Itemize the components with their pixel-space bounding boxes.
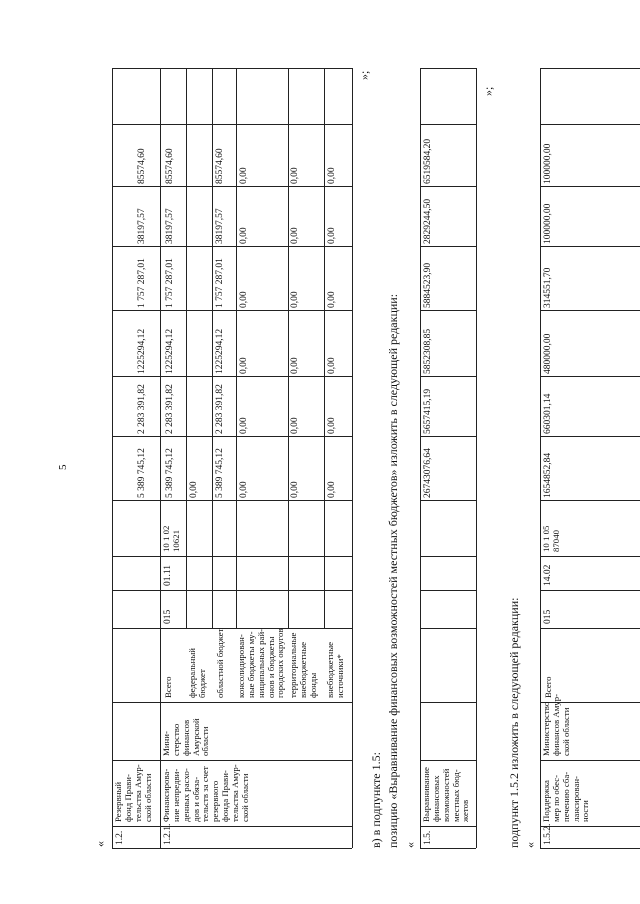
row-1-2-y2: 1225294,12 [137, 328, 147, 374]
sub-total-y2: 1225294,12 [165, 328, 175, 374]
sub-extrabudget-y4: 0,00 [327, 227, 337, 244]
row-1-5-2-total: 1654852,84 [543, 452, 553, 498]
quote-close-mark: »; [357, 70, 371, 80]
sub-total-y1: 2 283 391,82 [165, 384, 175, 434]
row-1-5-y1: 5657415,19 [423, 388, 433, 434]
quote-open-mark: « [523, 842, 537, 848]
text-item-v: в) в подпункте 1.5: [369, 752, 383, 848]
row-1-5-2-y2: 480000,00 [543, 333, 553, 374]
row-1-5-2-grbs: 015 [543, 609, 553, 624]
sub-territorial-y4: 0,00 [290, 227, 300, 244]
sub-municipal-source: консолидирован- ные бюджеты му- ниципальных рай- онов и бюджеты городских округов [236, 628, 286, 698]
row-1-5-y3: 5884523,90 [423, 262, 433, 308]
row-1-5-2-source: Всего [543, 676, 553, 698]
sub-total-total: 5 389 745,12 [165, 448, 175, 498]
sub-municipal-y5: 0,00 [239, 167, 249, 184]
sub-extrabudget-y3: 0,00 [327, 291, 337, 308]
sub-federal-total: 0,00 [189, 481, 199, 498]
sub-total-grbs: 015 [163, 609, 173, 624]
sub-extrabudget-y1: 0,00 [327, 417, 337, 434]
sub-regional-y5: 85574,60 [215, 148, 225, 184]
row-1-5-y4: 2829244,50 [423, 198, 433, 244]
sub-federal-source: федеральный бюджет [187, 648, 207, 698]
sub-extrabudget-y2: 0,00 [327, 357, 337, 374]
row-1-5-2-csr: 10 1 05 87040 [541, 525, 561, 552]
row-1-5-2-name: Поддержка мер по обес- печению сба- лансирован- ности [541, 771, 591, 822]
sub-extrabudget-total: 0,00 [327, 481, 337, 498]
sub-territorial-y2: 0,00 [290, 357, 300, 374]
row-1-5-2-executor: Министерство финансов Амур- ской области [541, 693, 571, 756]
quote-close-mark: »; [481, 86, 495, 96]
row-1-5-2-num: 1.5.2. [543, 823, 553, 845]
sub-municipal-y1: 0,00 [239, 417, 249, 434]
row-1-2-num: 1.2. [115, 830, 125, 845]
sub-extrabudget-y5: 0,00 [327, 167, 337, 184]
row-1-5-name: Выравнивание финансовых возможностей местных бюд- жетов [421, 767, 471, 822]
sub-regional-y1: 2 283 391,82 [215, 384, 225, 434]
row-1-5-2-y1: 660301,14 [543, 393, 553, 434]
sub-municipal-y3: 0,00 [239, 291, 249, 308]
row-1-5-2-y4: 100000,00 [543, 203, 553, 244]
row-1-2-total: 5 389 745,12 [137, 448, 147, 498]
sub-municipal-y4: 0,00 [239, 227, 249, 244]
row-1-5-total: 26743076,64 [423, 448, 433, 498]
sub-territorial-source: территориальные внебюджетные фонды [288, 632, 318, 698]
row-1-2-1-name: Финансирова- ние непредви- денных расхо- дов и обяза- тельств за счет резервного фонда Прави- тельства Амур- ской области [161, 764, 250, 822]
row-1-5-2-y3: 314551,70 [543, 267, 553, 308]
row-1-2-y5: 85574,60 [137, 148, 147, 184]
page-number: 5 [57, 464, 69, 470]
row-1-2-y1: 2 283 391,82 [137, 384, 147, 434]
row-1-2-name: Резервный фонд Прави- тельства Амур- ской области [113, 764, 153, 822]
sub-territorial-y3: 0,00 [290, 291, 300, 308]
sub-regional-y4: 38197,57 [215, 208, 225, 244]
row-1-2-1-num: 1.2.1. [163, 823, 173, 845]
sub-regional-source: областной бюджет [215, 628, 225, 698]
sub-regional-total: 5 389 745,12 [215, 448, 225, 498]
row-1-2-1-executor: Мини- стерство финансов Амурской области [161, 718, 211, 756]
text-subitem: подпункт 1.5.2 изложить в следующей редакции: [507, 597, 521, 848]
row-1-5-y5: 6519584,20 [423, 138, 433, 184]
sub-regional-y2: 1225294,12 [215, 328, 225, 374]
sub-territorial-y5: 0,00 [290, 167, 300, 184]
row-1-5-num: 1.5. [423, 830, 433, 845]
sub-territorial-total: 0,00 [290, 481, 300, 498]
sub-extrabudget-source: внебюджетные источники* [325, 641, 345, 698]
text-position: позицию «Выравнивание финансовых возможностей местных бюджетов» изложить в следующей редакции: [386, 293, 400, 848]
sub-total-source: Всего [163, 676, 173, 698]
row-1-2-y3: 1 757 287,01 [137, 258, 147, 308]
sub-total-y4: 38197,57 [165, 208, 175, 244]
row-1-5-2-y5: 100000,00 [543, 143, 553, 184]
row-1-5-y2: 5852308,85 [423, 328, 433, 374]
sub-total-y3: 1 757 287,01 [165, 258, 175, 308]
sub-regional-y3: 1 757 287,01 [215, 258, 225, 308]
sub-municipal-total: 0,00 [239, 481, 249, 498]
row-1-2-y4: 38197,57 [137, 208, 147, 244]
sub-total-y5: 85574,60 [165, 148, 175, 184]
sub-total-rzpr: 01.11 [163, 564, 173, 586]
row-1-5-2-rzpr: 14.02 [543, 564, 553, 586]
sub-total-csr: 10 1 02 10621 [161, 525, 181, 552]
sub-territorial-y1: 0,00 [290, 417, 300, 434]
sub-municipal-y2: 0,00 [239, 357, 249, 374]
quote-open-mark: « [93, 841, 107, 847]
quote-open-mark: « [403, 842, 417, 848]
